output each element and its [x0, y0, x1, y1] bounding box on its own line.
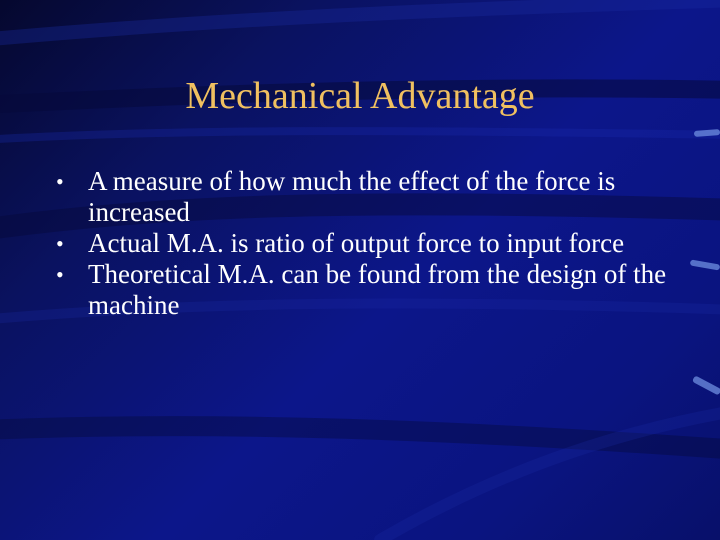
bullet-text: A measure of how much the effect of the force is increased — [88, 166, 616, 227]
bullet-text: Theoretical M.A. can be found from the design of the machine — [88, 259, 667, 320]
bullet-list — [56, 166, 676, 321]
slide-title: Mechanical Advantage — [185, 75, 535, 117]
bullet-item — [56, 259, 676, 321]
bullet-text: Actual M.A. is ratio of output force to input force — [88, 228, 625, 258]
bullet-marker: • — [56, 231, 64, 256]
bullet-item — [56, 166, 676, 228]
bullet-item — [56, 228, 676, 259]
bullet-marker: • — [56, 262, 64, 287]
bullet-marker: • — [56, 169, 64, 194]
